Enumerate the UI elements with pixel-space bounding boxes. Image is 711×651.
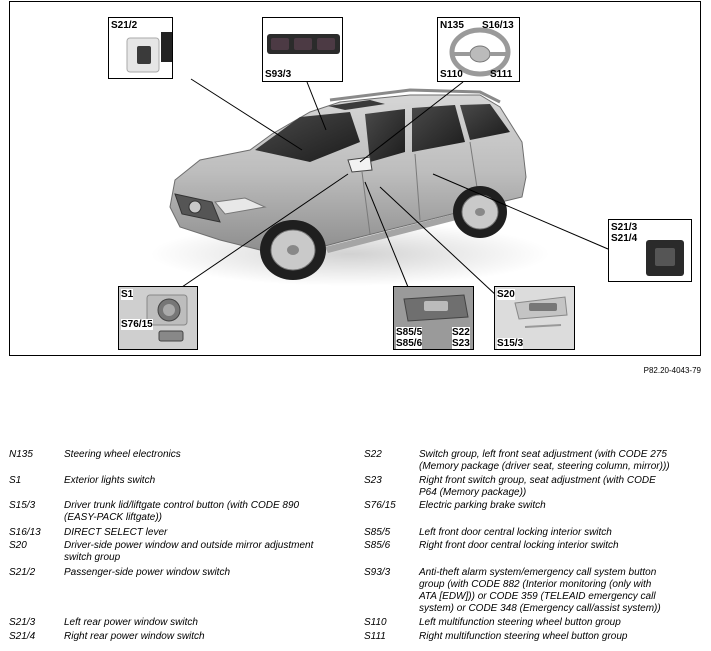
callout-label: S76/15 [121, 319, 153, 330]
legend-code: S93/3 [364, 567, 391, 578]
legend-code: S22 [364, 449, 382, 460]
legend-desc: Electric parking brake switch [419, 500, 546, 511]
legend-desc: (Memory package (driver seat, steering column, mirror))) [419, 461, 670, 472]
callout-label: S85/5 [396, 327, 423, 338]
callout-label: S16/13 [482, 20, 514, 31]
legend-desc: Left rear power window switch [64, 617, 198, 628]
callout-label: S111 [490, 69, 513, 80]
legend-desc: Passenger-side power window switch [64, 567, 231, 578]
callout-label: S110 [440, 69, 463, 80]
callout-label: S21/2 [111, 20, 138, 31]
legend-code: S21/3 [9, 617, 36, 628]
legend-desc: Driver trunk lid/liftgate control button (with CODE 890 [64, 500, 300, 511]
legend-code: S16/13 [9, 527, 41, 538]
legend-code: S111 [364, 631, 386, 642]
callout-label: S93/3 [265, 69, 292, 80]
legend-desc: Steering wheel electronics [64, 449, 181, 460]
legend-code: N135 [9, 449, 33, 460]
legend-desc: Right front door central locking interior switch [419, 540, 619, 551]
callout-label: S85/6 [396, 338, 423, 349]
callout-label: S21/3 [611, 222, 638, 233]
legend-desc: Right front switch group, seat adjustment (with CODE [419, 475, 656, 486]
legend-desc: Driver-side power window and outside mirror adjustment [64, 540, 314, 551]
legend-code: S76/15 [364, 500, 396, 511]
callout-label: N135 [440, 20, 464, 31]
legend-code: S21/4 [9, 631, 36, 642]
callout-label: S23 [452, 338, 470, 349]
callout-label: S1 [121, 289, 134, 300]
legend-desc: Left multifunction steering wheel button group [419, 617, 621, 628]
legend-code: S15/3 [9, 500, 36, 511]
legend-desc: DIRECT SELECT lever [64, 527, 168, 538]
legend-desc: group (with CODE 882 (Interior monitoring (only with [419, 579, 652, 590]
legend-desc: system) or CODE 348 (Emergency call/assist system)) [419, 603, 661, 614]
legend-desc: Right rear power window switch [64, 631, 205, 642]
legend-desc: Right multifunction steering wheel button group [419, 631, 628, 642]
callout-label: S22 [452, 327, 470, 338]
legend-desc: P64 (Memory package)) [419, 487, 527, 498]
legend-desc: ATA [EDW])) or CODE 359 (TELEAID emergency call [419, 591, 656, 602]
legend-code: S85/5 [364, 527, 391, 538]
legend-desc: Anti-theft alarm system/emergency call system button [419, 567, 657, 578]
legend-desc: Exterior lights switch [64, 475, 156, 486]
legend-code: S21/2 [9, 567, 36, 578]
legend-code: S1 [9, 475, 22, 486]
legend-desc: Switch group, left front seat adjustment (with CODE 275 [419, 449, 667, 460]
legend-code: S20 [9, 540, 27, 551]
callout-label: S20 [497, 289, 515, 300]
callout-label: S15/3 [497, 338, 524, 349]
legend-code: S110 [364, 617, 387, 628]
legend-code: S23 [364, 475, 382, 486]
legend-desc: switch group [64, 552, 121, 563]
legend-code: S85/6 [364, 540, 391, 551]
legend-desc: (EASY-PACK liftgate)) [64, 512, 162, 523]
callout-label: S21/4 [611, 233, 638, 244]
figure-reference: P82.20-4043-79 [643, 366, 701, 375]
legend-desc: Left front door central locking interior switch [419, 527, 612, 538]
